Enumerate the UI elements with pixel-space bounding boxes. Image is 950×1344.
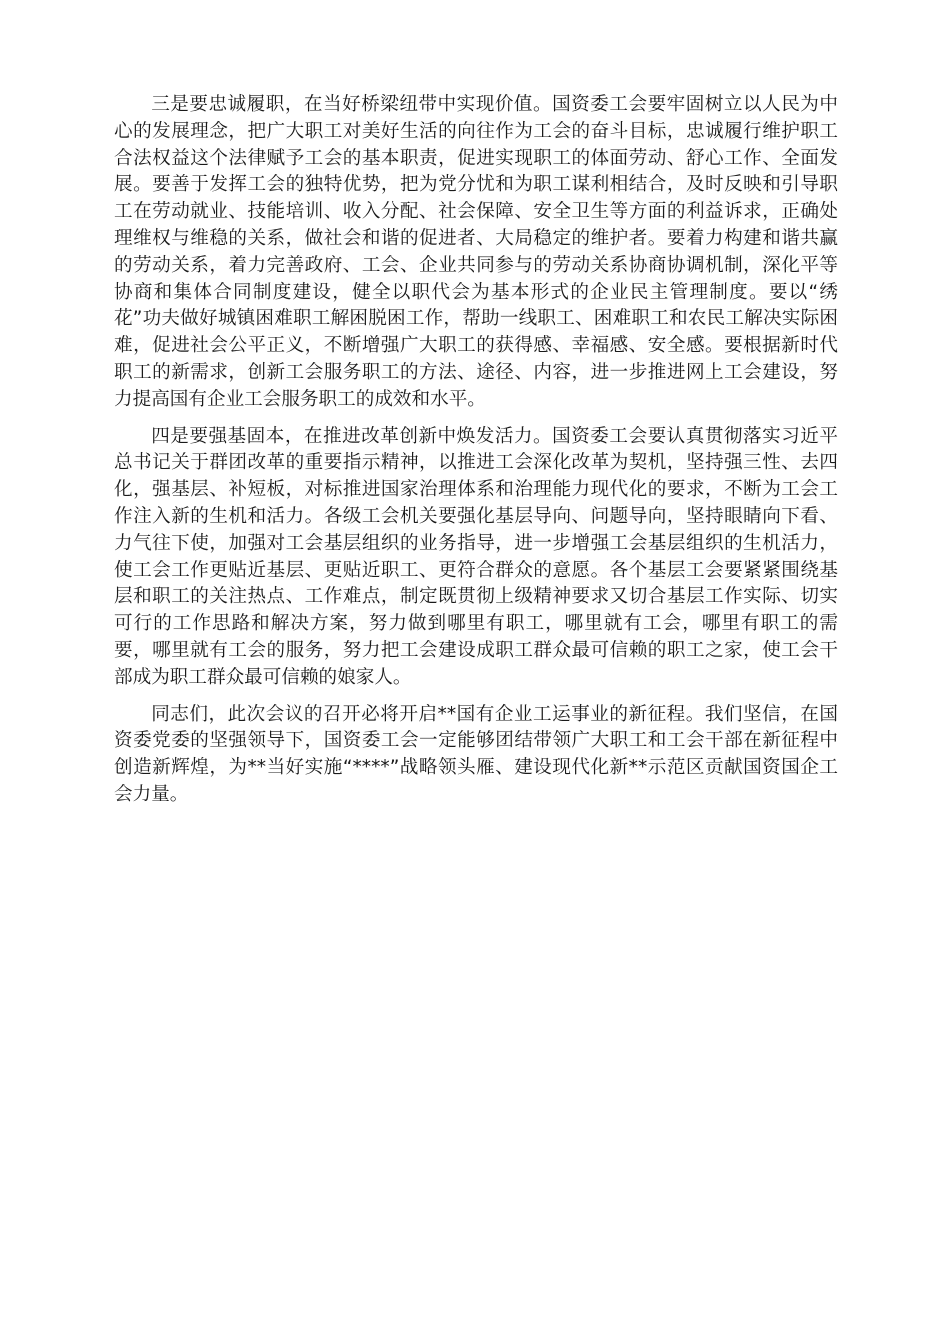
paragraph-three-loyal-duty: 三是要忠诚履职，在当好桥梁纽带中实现价值。国资委工会要牢固树立以人民为中心的发展理念，把广大职工对美好生活的向往作为工会的奋斗目标，忠诚履行维护职工合法权益这个法律赋予工会的基本职责，促进实现职工的体面劳动、舒心工作、全面发展。要善于发挥工会的独特优势，把为党分忧和为职工谋利相结合，及时反映和引导职工在劳动就业、技能培训、收入分配、社会保障、安全卫生等方面的利益诉求，正确处理维权与维稳的关系，做社会和谐的促进者、大局稳定的维护者。要着力构建和谐共赢的劳动关系，着力完善政府、工会、企业共同参与的劳动关系协商协调机制，深化平等协商和集体合同制度建设，健全以职代会为基本形式的企业民主管理制度。要以“绣花”功夫做好城镇困难职工解困脱困工作，帮助一线职工、困难职工和农民工解决实际困难，促进社会公平正义，不断增强广大职工的获得感、幸福感、安全感。要根据新时代职工的新需求，创新工会服务职工的方法、途径、内容，进一步推进网上工会建设，努力提高国有企业工会服务职工的成效和水平。 [114, 94, 838, 410]
paragraph-closing-remarks: 同志们，此次会议的召开必将开启**国有企业工运事业的新征程。我们坚信，在国资委党委的坚强领导下，国资委工会一定能够团结带领广大职工和工会干部在新征程中创造新辉煌，为**当好实施“****”战略领头雁、建设现代化新**示范区贡献国资国企工会力量。 [114, 703, 838, 805]
document-page [114, 92, 838, 819]
paragraph-four-strengthen-foundation: 四是要强基固本，在推进改革创新中焕发活力。国资委工会要认真贯彻落实习近平总书记关于群团改革的重要指示精神，以推进工会深化改革为契机，坚持强三性、去四化，强基层、补短板，对标推进国家治理体系和治理能力现代化的要求，不断为工会工作注入新的生机和活力。各级工会机关要强化基层导向、问题导向，坚持眼睛向下看、力气往下使，加强对工会基层组织的业务指导，进一步增强工会基层组织的生机活力，使工会工作更贴近基层、更贴近职工、更符合群众的意愿。各个基层工会要紧紧围绕基层和职工的关注热点、工作难点，制定既贯彻上级精神要求又切合基层工作实际、切实可行的工作思路和解决方案，努力做到哪里有职工，哪里就有工会，哪里有职工的需要，哪里就有工会的服务，努力把工会建设成职工群众最可信赖的职工之家，使工会干部成为职工群众最可信赖的娘家人。 [114, 425, 838, 688]
